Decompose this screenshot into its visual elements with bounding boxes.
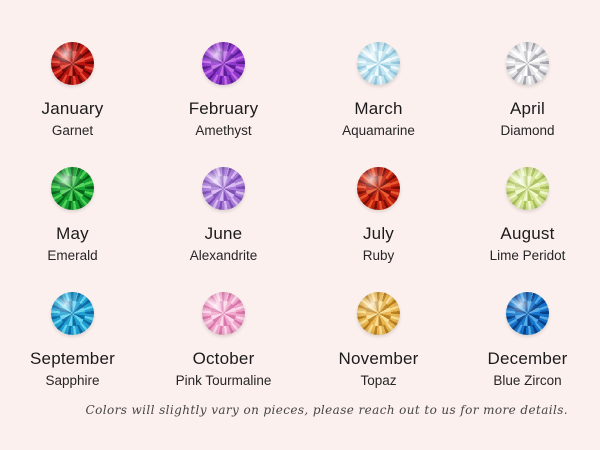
birthstone-cell-november xyxy=(302,292,455,391)
birthstone-cell-july xyxy=(302,167,455,266)
alexandrite-gem-icon xyxy=(202,167,245,210)
month-label: June xyxy=(204,224,243,243)
month-label: July xyxy=(362,224,395,243)
diamond-gem-icon xyxy=(506,42,549,85)
month-label: November xyxy=(338,349,419,368)
birthstone-cell-october xyxy=(145,292,302,391)
stone-label: Topaz xyxy=(360,373,397,388)
birthstone-cell-march xyxy=(302,42,455,141)
birthstone-cell-september xyxy=(0,292,145,391)
month-label: April xyxy=(509,99,545,118)
stone-label: Lime Peridot xyxy=(489,248,566,263)
birthstone-cell-january xyxy=(0,42,145,141)
month-label: February xyxy=(188,99,259,118)
birthstone-cell-may xyxy=(0,167,145,266)
month-label: March xyxy=(354,99,403,118)
stone-label: Emerald xyxy=(47,248,98,263)
blue-zircon-gem-icon xyxy=(506,292,549,335)
stone-label: Ruby xyxy=(362,248,395,263)
pink-tourmaline-gem-icon xyxy=(202,292,245,335)
month-label: May xyxy=(56,224,89,243)
footnote-text: Colors will slightly vary on pieces, please reach out to us for more details. xyxy=(85,403,568,417)
stone-label: Diamond xyxy=(500,123,555,138)
birthstone-cell-august xyxy=(455,167,600,266)
month-label: August xyxy=(500,224,555,243)
stone-label: Pink Tourmaline xyxy=(175,373,272,388)
stone-label: Sapphire xyxy=(45,373,100,388)
topaz-gem-icon xyxy=(357,292,400,335)
sapphire-gem-icon xyxy=(51,292,94,335)
month-label: September xyxy=(30,349,115,368)
lime-peridot-gem-icon xyxy=(506,167,549,210)
birthstone-cell-february xyxy=(145,42,302,141)
emerald-gem-icon xyxy=(51,167,94,210)
month-label: October xyxy=(192,349,255,368)
stone-label: Garnet xyxy=(51,123,94,138)
stone-label: Amethyst xyxy=(195,123,252,138)
aquamarine-gem-icon xyxy=(357,42,400,85)
month-label: December xyxy=(487,349,568,368)
ruby-gem-icon xyxy=(357,167,400,210)
stone-label: Blue Zircon xyxy=(493,373,562,388)
month-label: January xyxy=(41,99,104,118)
birthstone-cell-april xyxy=(455,42,600,141)
birthstone-cell-june xyxy=(145,167,302,266)
garnet-gem-icon xyxy=(51,42,94,85)
stone-label: Aquamarine xyxy=(342,123,415,138)
amethyst-gem-icon xyxy=(202,42,245,85)
birthstone-cell-december xyxy=(455,292,600,391)
stone-label: Alexandrite xyxy=(189,248,258,263)
